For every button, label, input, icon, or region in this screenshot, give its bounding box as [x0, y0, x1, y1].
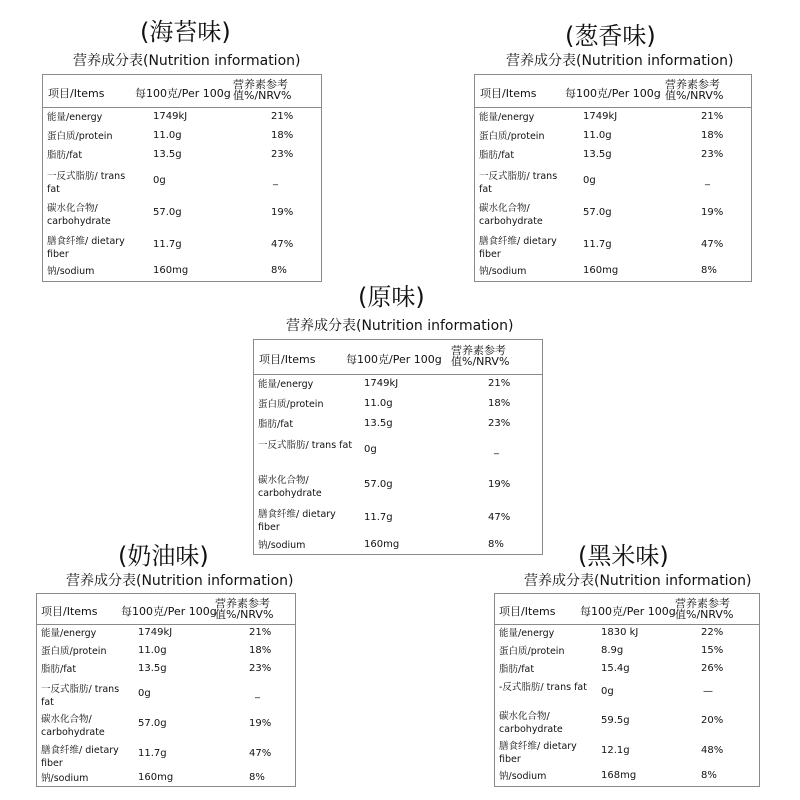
nutrition-table	[42, 74, 322, 282]
row-nrv: 15%	[701, 645, 724, 656]
header-nrv: 营养素参考值%/NRV%	[665, 78, 724, 102]
table-heading: 营养成分表(Nutrition information)	[66, 573, 294, 589]
row-nrv: _	[494, 444, 499, 455]
row-nrv: 23%	[701, 149, 724, 160]
row-nrv: 19%	[249, 718, 272, 729]
row-label: 钠/sodium	[41, 773, 89, 784]
row-label: 脂肪/fat	[258, 419, 294, 430]
row-label: 蛋白质/protein	[258, 399, 324, 410]
row-nrv: 47%	[488, 512, 511, 523]
row-label: 蛋白质/protein	[41, 646, 107, 657]
row-value: 13.5g	[138, 663, 167, 674]
row-nrv: 19%	[271, 207, 294, 218]
header-nrv: 营养素参考值%/NRV%	[215, 597, 274, 621]
row-nrv: 21%	[701, 111, 724, 122]
row-nrv: —	[703, 686, 713, 697]
row-label: 能量/energy	[41, 628, 97, 639]
header-items: 项目/Items	[480, 87, 537, 100]
row-value: 57.0g	[364, 479, 393, 490]
row-value: 12.1g	[601, 745, 630, 756]
row-nrv: 23%	[249, 663, 272, 674]
row-label: 膳食纤维/ dietary fiber	[258, 509, 336, 533]
header-per-100g: 每100克/Per 100g	[346, 353, 442, 366]
row-nrv: 8%	[701, 265, 717, 276]
row-nrv: 8%	[488, 539, 504, 550]
header-nrv: 营养素参考值%/NRV%	[233, 78, 292, 102]
row-label: 膳食纤维/ dietary fiber	[479, 236, 557, 260]
row-label: 能量/energy	[499, 628, 555, 639]
row-nrv: 18%	[249, 645, 272, 656]
row-nrv: 21%	[271, 111, 294, 122]
row-value: 11.7g	[364, 512, 393, 523]
row-nrv: 23%	[488, 418, 511, 429]
row-nrv: 20%	[701, 715, 724, 726]
nutrition-table	[36, 593, 296, 787]
row-nrv: 26%	[701, 663, 724, 674]
flavor-title: (葱香味)	[565, 22, 656, 50]
row-label: 钠/sodium	[479, 266, 527, 277]
row-value: 160mg	[364, 539, 400, 550]
row-nrv: 21%	[488, 378, 511, 389]
row-label: 碳水化合物/ carbohydrate	[47, 203, 111, 227]
table-heading: 营养成分表(Nutrition information)	[506, 53, 734, 69]
row-nrv: 19%	[488, 479, 511, 490]
row-value: 160mg	[583, 265, 619, 276]
header-per-100g: 每100克/Per 100g	[580, 605, 676, 618]
flavor-title: (原味)	[358, 283, 425, 311]
header-per-100g: 每100克/Per 100g	[121, 605, 217, 618]
row-nrv: 18%	[488, 398, 511, 409]
row-label: 碳水化合物/ carbohydrate	[258, 475, 322, 499]
flavor-title: (黑米味)	[578, 542, 669, 570]
header-nrv: 营养素参考值%/NRV%	[451, 344, 510, 368]
row-nrv: 18%	[701, 130, 724, 141]
row-value: 59.5g	[601, 715, 630, 726]
row-label: 蛋白质/protein	[47, 131, 113, 142]
row-label: 能量/energy	[47, 112, 103, 123]
row-label: 碳水化合物/ carbohydrate	[41, 714, 105, 738]
flavor-title: (海苔味)	[140, 18, 231, 46]
row-value: 11.0g	[138, 645, 167, 656]
row-nrv: 47%	[701, 239, 724, 250]
row-label: 能量/energy	[258, 379, 314, 390]
row-value: 13.5g	[583, 149, 612, 160]
header-per-100g: 每100克/Per 100g	[565, 87, 661, 100]
header-items: 项目/Items	[259, 353, 316, 366]
row-value: 160mg	[138, 772, 174, 783]
row-nrv: _	[255, 688, 260, 699]
row-value: 57.0g	[153, 207, 182, 218]
row-label: 能量/energy	[479, 112, 535, 123]
row-label: 一反式脂肪/ trans fat	[47, 171, 126, 195]
row-label: 一反式脂肪/ trans fat	[41, 684, 120, 708]
row-label: 一反式脂肪/ trans fat	[258, 440, 353, 451]
row-nrv: 18%	[271, 130, 294, 141]
row-value: 160mg	[153, 265, 189, 276]
row-value: 0g	[583, 175, 596, 186]
row-value: 168mg	[601, 770, 637, 781]
row-value: 15.4g	[601, 663, 630, 674]
header-nrv: 营养素参考值%/NRV%	[675, 597, 734, 621]
row-label: 膳食纤维/ dietary fiber	[41, 745, 119, 769]
nutrition-table	[494, 593, 760, 787]
header-items: 项目/Items	[48, 87, 105, 100]
row-label: 膳食纤维/ dietary fiber	[499, 741, 577, 765]
row-value: 1749kJ	[583, 111, 618, 122]
row-nrv: 23%	[271, 149, 294, 160]
row-nrv: 22%	[701, 627, 724, 638]
row-value: 0g	[601, 686, 614, 697]
row-value: 13.5g	[153, 149, 182, 160]
row-nrv: _	[273, 175, 278, 186]
row-value: 13.5g	[364, 418, 393, 429]
nutrition-table	[474, 74, 752, 282]
row-nrv: 19%	[701, 207, 724, 218]
row-value: 11.0g	[364, 398, 393, 409]
row-label: 钠/sodium	[258, 540, 306, 551]
row-nrv: 21%	[249, 627, 272, 638]
row-value: 0g	[153, 175, 166, 186]
row-label: 膳食纤维/ dietary fiber	[47, 236, 125, 260]
header-items: 项目/Items	[41, 605, 98, 618]
row-label: 碳水化合物/ carbohydrate	[479, 203, 543, 227]
table-heading: 营养成分表(Nutrition information)	[286, 318, 514, 334]
row-label: 脂肪/fat	[479, 150, 515, 161]
row-nrv: 8%	[249, 772, 265, 783]
table-heading: 营养成分表(Nutrition information)	[73, 53, 301, 69]
row-value: 1830 kJ	[601, 627, 639, 638]
flavor-title: (奶油味)	[118, 542, 209, 570]
row-nrv: 8%	[271, 265, 287, 276]
header-per-100g: 每100克/Per 100g	[135, 87, 231, 100]
row-label: 钠/sodium	[499, 771, 547, 782]
row-label: 脂肪/fat	[499, 664, 535, 675]
header-items: 项目/Items	[499, 605, 556, 618]
row-label: 脂肪/fat	[47, 150, 83, 161]
row-value: 1749kJ	[153, 111, 188, 122]
row-value: 1749kJ	[138, 627, 173, 638]
row-value: 57.0g	[583, 207, 612, 218]
row-value: 8.9g	[601, 645, 624, 656]
row-nrv: 47%	[249, 748, 272, 759]
row-label: 碳水化合物/ carbohydrate	[499, 711, 563, 735]
row-nrv: 8%	[701, 770, 717, 781]
row-value: 11.7g	[153, 239, 182, 250]
row-value: 0g	[364, 444, 377, 455]
row-value: 57.0g	[138, 718, 167, 729]
row-nrv: 47%	[271, 239, 294, 250]
row-label: 钠/sodium	[47, 266, 95, 277]
row-label: 蛋白质/protein	[479, 131, 545, 142]
row-value: 1749kJ	[364, 378, 399, 389]
row-value: 0g	[138, 688, 151, 699]
row-label: 蛋白质/protein	[499, 646, 565, 657]
row-label: 一反式脂肪/ trans fat	[479, 171, 558, 195]
row-label: 脂肪/fat	[41, 664, 77, 675]
row-value: 11.0g	[153, 130, 182, 141]
row-value: 11.7g	[583, 239, 612, 250]
table-heading: 营养成分表(Nutrition information)	[524, 573, 752, 589]
row-nrv: _	[705, 175, 710, 186]
nutrition-table	[253, 339, 543, 555]
row-label: -反式脂肪/ trans fat	[499, 682, 587, 693]
row-value: 11.7g	[138, 748, 167, 759]
row-nrv: 48%	[701, 745, 724, 756]
row-value: 11.0g	[583, 130, 612, 141]
